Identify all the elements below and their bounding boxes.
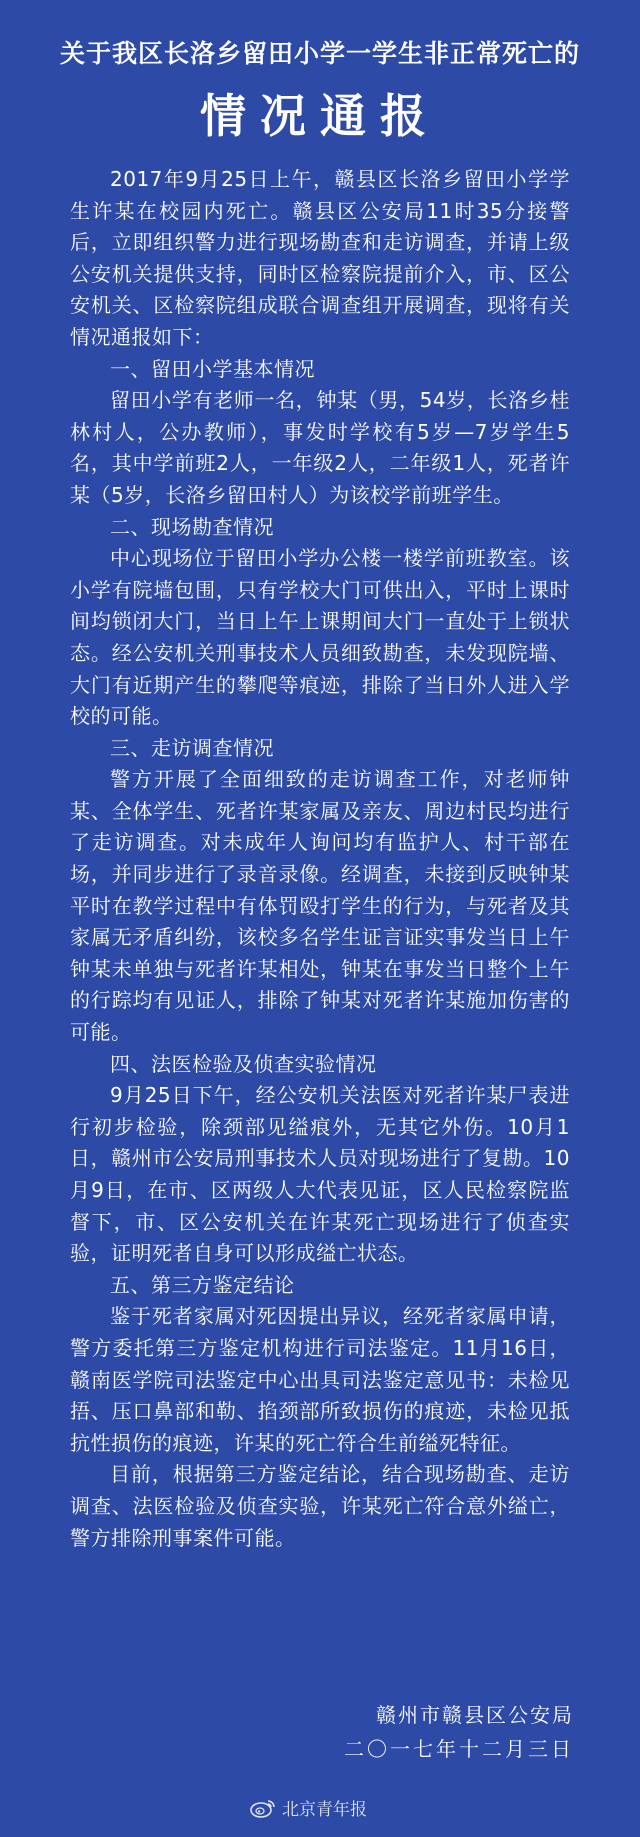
section-3-paragraph: 警方开展了全面细致的走访调查工作，对老师钟某、全体学生、死者许某家属及亲友、周边村民均进行了走访调查。对未成年人询问均有监护人、村干部在场，并同步进行了录音录像。经调查，未接到反映钟某平时在教学过程中有体罚殴打学生的行为，与死者及其家属无矛盾纠纷，该校多名学生证言证实事发当日上午钟某未单独与死者许某相处，钟某在事发当日整个上午的行踪均有见证人，排除了钟某对死者许某施加伤害的可能。 bbox=[70, 767, 570, 1045]
section-heading-4: 四、法医检验及侦查实验情况 bbox=[110, 1051, 377, 1076]
notice-subtitle: 关于我区长洛乡留田小学一学生非正常死亡的 bbox=[59, 39, 580, 68]
watermark bbox=[250, 1795, 367, 1820]
notice-body bbox=[70, 164, 570, 1554]
section-5-paragraph-2: 目前，根据第三方鉴定结论，结合现场勘查、走访调查、法医检验及侦查实验，许某死亡符合意外缢亡，警方排除刑事案件可能。 bbox=[70, 1462, 570, 1550]
section-heading-3: 三、走访调查情况 bbox=[110, 735, 274, 760]
notice-title: 情况通报 bbox=[200, 89, 440, 143]
signature-date: 二〇一七年十二月三日 bbox=[344, 1737, 574, 1761]
section-2-paragraph: 中心现场位于留田小学办公楼一楼学前班教室。该小学有院墙包围，只有学校大门可供出入，平时上课时间均锁闭大门，当日上午上课期间大门一直处于上锁状态。经公安机关刑事技术人员细致勘查，未发现院墙、大门有近期产生的攀爬等痕迹，排除了当日外人进入学校的可能。 bbox=[70, 546, 570, 729]
weibo-icon bbox=[250, 1798, 276, 1818]
signature-org: 赣州市赣县区公安局 bbox=[376, 1703, 574, 1727]
section-heading-5: 五、第三方鉴定结论 bbox=[110, 1272, 295, 1297]
section-heading-2: 二、现场勘查情况 bbox=[110, 514, 274, 539]
section-5-paragraph-1: 鉴于死者家属对死因提出异议，经死者家属申请，警方委托第三方鉴定机构进行司法鉴定。11月16日，赣南医学院司法鉴定中心出具司法鉴定意见书：未检见捂、压口鼻部和勒、掐颈部所致损伤的痕迹，未检见抵抗性损伤的痕迹，许某的死亡符合生前缢死特征。 bbox=[70, 1304, 570, 1455]
section-4-paragraph: 9月25日下午，经公安机关法医对死者许某尸表进行初步检验，除颈部见缢痕外，无其它外伤。10月1日，赣州市公安局刑事技术人员对现场进行了复勘。10月9日，在市、区两级人大代表见证，区人民检察院监督下，市、区公安机关在许某死亡现场进行了侦查实验，证明死者自身可以形成缢亡状态。 bbox=[70, 1083, 570, 1266]
watermark-text: 北京青年报 bbox=[282, 1800, 367, 1820]
intro-paragraph: 2017年9月25日上午，赣县区长洛乡留田小学学生许某在校园内死亡。赣县区公安局11时35分接警后，立即组织警力进行现场勘查和走访调查，并请上级公安机关提供支持，同时区检察院提前介入，市、区公安机关、区检察院组成联合调查组开展调查，现将有关情况通报如下： bbox=[70, 167, 570, 349]
section-1-paragraph: 留田小学有老师一名，钟某（男，54岁，长洛乡桂林村人，公办教师），事发时学校有5岁—7岁学生5名，其中学前班2人，一年级2人，二年级1人，死者许某（5岁，长洛乡留田村人）为该校学前班学生。 bbox=[70, 388, 570, 507]
signature-block bbox=[344, 1698, 574, 1766]
section-heading-1: 一、留田小学基本情况 bbox=[110, 356, 315, 381]
